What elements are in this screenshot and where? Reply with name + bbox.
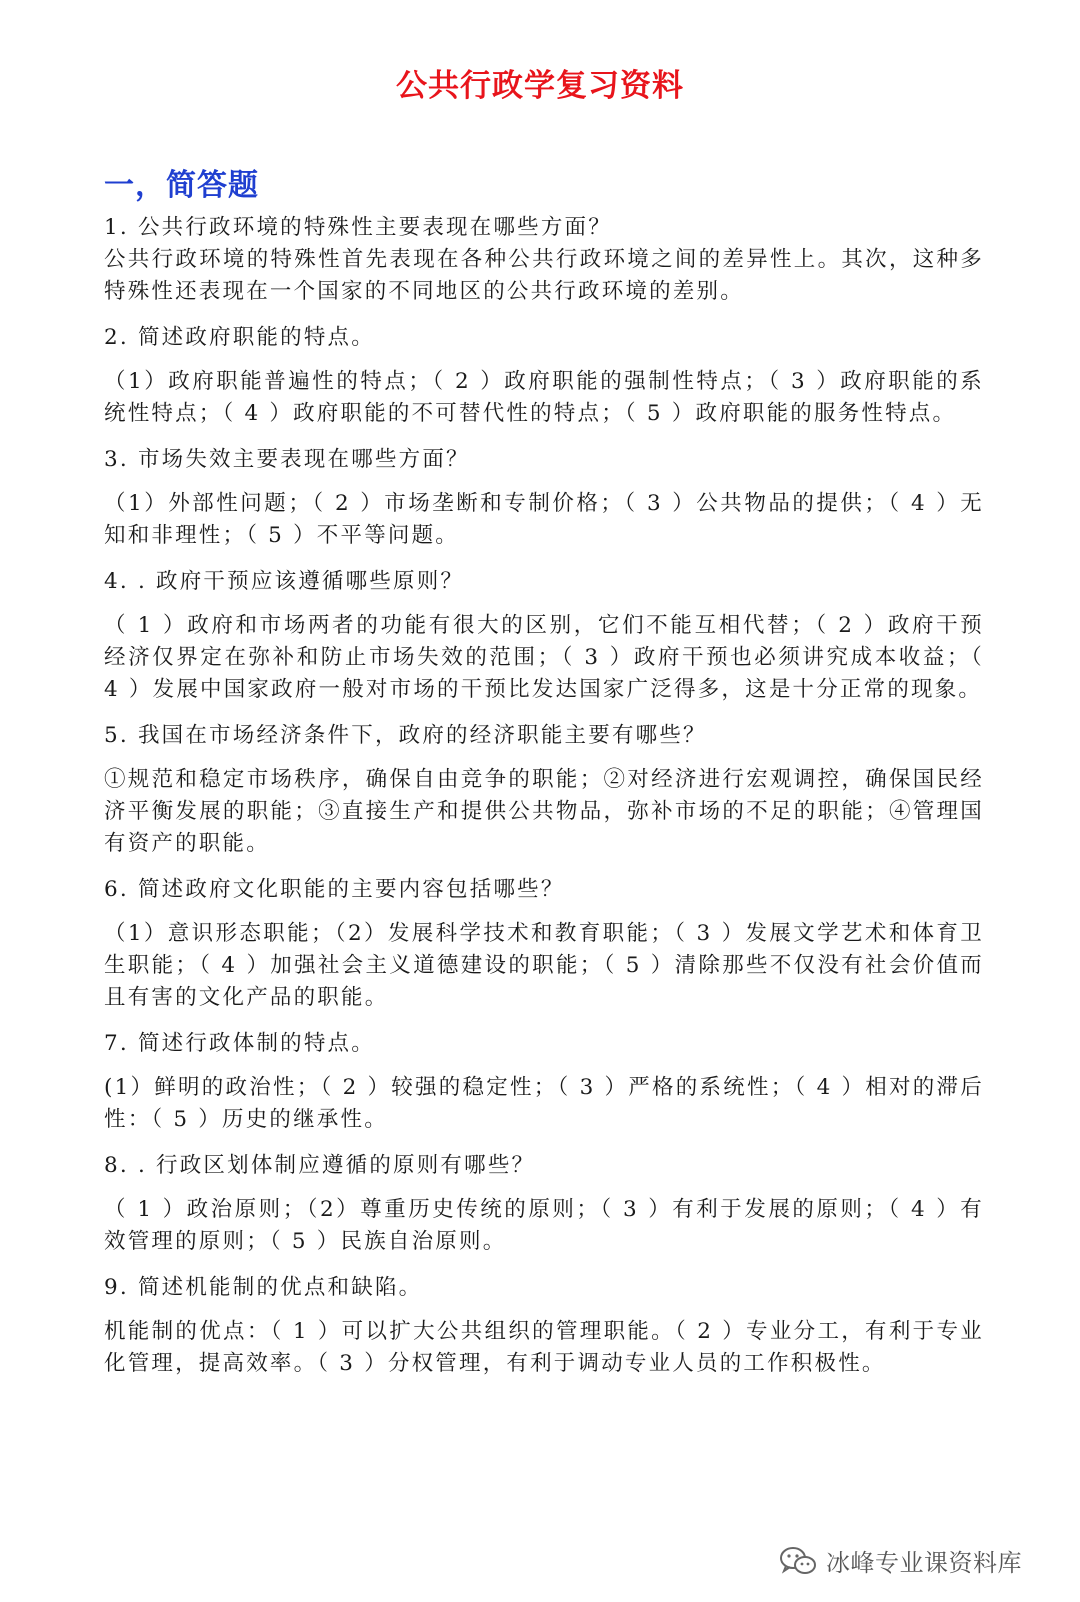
qa-item-8: [104, 1150, 984, 1258]
qa-list: [104, 212, 984, 1394]
question-text: 4. . 政府干预应该遵循哪些原则？: [104, 569, 465, 594]
answer-text: (1）鲜明的政治性；（ 2 ）较强的稳定性；（ 3 ）严格的系统性；（ 4 ）相对的滞后性：（ 5 ）历史的继承性。: [104, 1075, 984, 1132]
answer-text: （ 1 ）政治原则；（2）尊重历史传统的原则；（ 3 ）有利于发展的原则；（ 4 ）有效管理的原则；（ 5 ）民族自治原则。: [104, 1197, 984, 1254]
watermark: [778, 1543, 1022, 1578]
question-text: 2. 简述政府职能的特点。: [104, 325, 375, 350]
qa-item-1: [104, 212, 984, 308]
answer-text: （ 1 ）政府和市场两者的功能有很大的区别，它们不能互相代替；（ 2 ）政府干预经济仅界定在弥补和防止市场失效的范围；（ 3 ）政府干预也必须讲究成本收益；（ 4 ）发展中国家政府一般对市场的干预比发达国家广泛得多，这是十分正常的现象。: [104, 613, 984, 702]
qa-item-2: [104, 322, 984, 430]
qa-item-9: [104, 1272, 984, 1380]
answer-text: （1）政府职能普遍性的特点；（ 2 ）政府职能的强制性特点；（ 3 ）政府职能的系统性特点；（ 4 ）政府职能的不可替代性的特点；（ 5 ）政府职能的服务性特点。: [104, 369, 984, 426]
answer-text: （1）意识形态职能；（2）发展科学技术和教育职能；（ 3 ）发展文学艺术和体育卫生职能；（ 4 ）加强社会主义道德建设的职能；（ 5 ）清除那些不仅没有社会价值而且有害的文化产品的职能。: [104, 921, 984, 1010]
answer-text: （1）外部性问题；（ 2 ）市场垄断和专制价格；（ 3 ）公共物品的提供；（ 4 ）无知和非理性；（ 5 ）不平等问题。: [104, 491, 984, 548]
wechat-icon: [778, 1545, 818, 1577]
section-heading: 一，简答题: [104, 168, 259, 203]
qa-item-5: [104, 720, 984, 860]
answer-text: 公共行政环境的特殊性首先表现在各种公共行政环境之间的差异性上。其次，这种多特殊性还表现在一个国家的不同地区的公共行政环境的差别。: [104, 247, 984, 304]
question-text: 3. 市场失效主要表现在哪些方面？: [104, 447, 470, 472]
qa-item-3: [104, 444, 984, 552]
question-text: 9. 简述机能制的优点和缺陷。: [104, 1275, 423, 1300]
qa-item-6: [104, 874, 984, 1014]
question-text: 1. 公共行政环境的特殊性主要表现在哪些方面？: [104, 215, 612, 240]
qa-item-4: [104, 566, 984, 706]
question-text: 8. . 行政区划体制应遵循的原则有哪些？: [104, 1153, 536, 1178]
question-text: 7. 简述行政体制的特点。: [104, 1031, 375, 1056]
answer-text: ①规范和稳定市场秩序，确保自由竞争的职能；②对经济进行宏观调控，确保国民经济平衡发展的职能；③直接生产和提供公共物品，弥补市场的不足的职能；④管理国有资产的职能。: [104, 767, 984, 856]
document-title: 公共行政学复习资料: [396, 68, 684, 104]
question-text: 5. 我国在市场经济条件下，政府的经济职能主要有哪些？: [104, 723, 707, 748]
question-text: 6. 简述政府文化职能的主要内容包括哪些？: [104, 877, 565, 902]
answer-text: 机能制的优点：（ 1 ）可以扩大公共组织的管理职能。（ 2 ）专业分工，有利于专业化管理，提高效率。（ 3 ）分权管理，有利于调动专业人员的工作积极性。: [104, 1319, 984, 1376]
qa-item-7: [104, 1028, 984, 1136]
watermark-text: 冰峰专业课资料库: [826, 1549, 1022, 1577]
